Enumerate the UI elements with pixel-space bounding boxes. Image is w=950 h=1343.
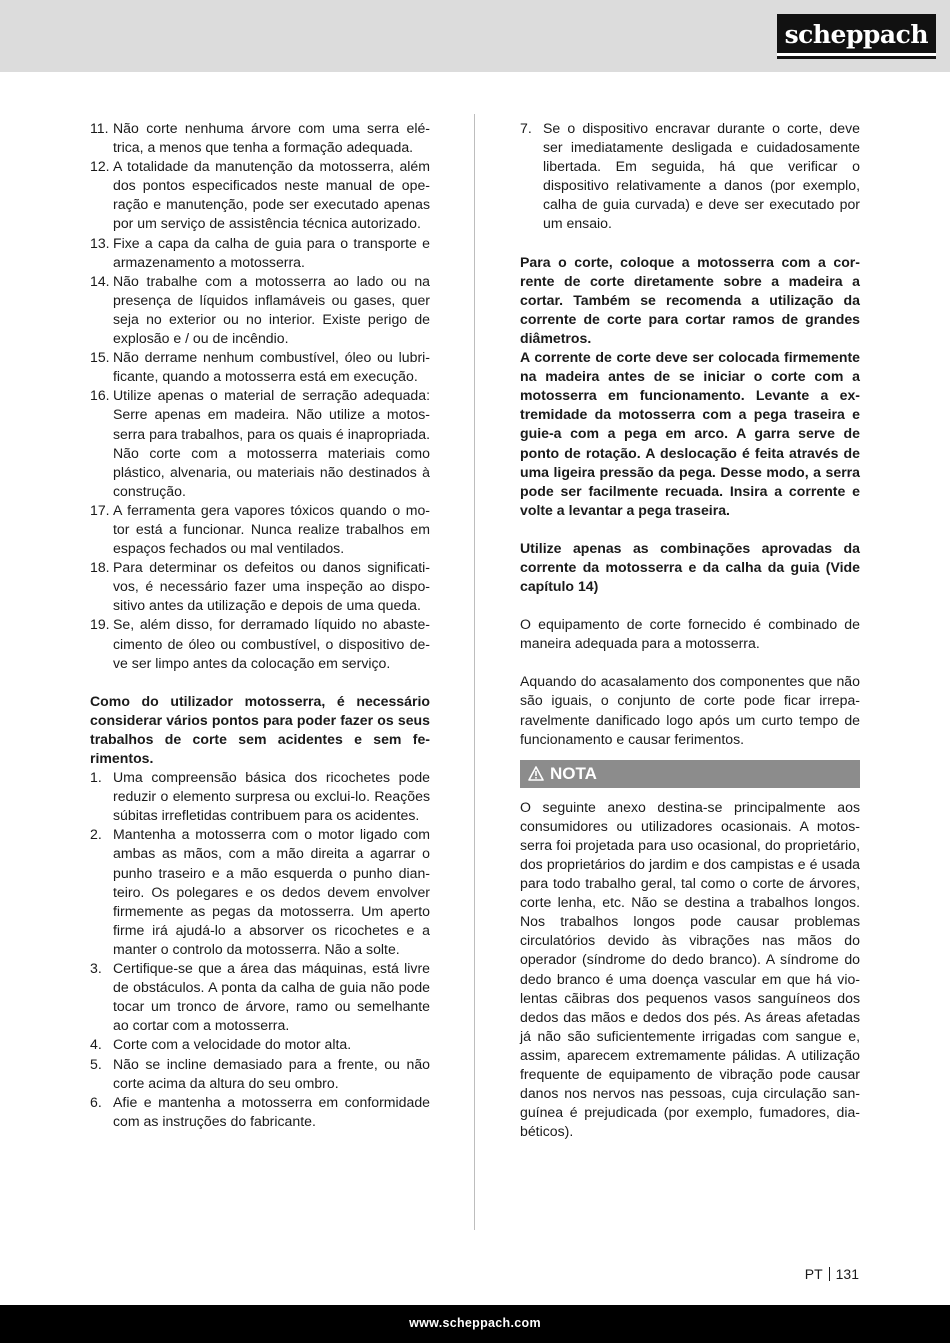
- list-item: 7. Se o dispositivo encravar durante o corte, deve ser imediatamente desligada e cuidadosamente libertada. Em seguida, há que verificar o dispositivo relativamente a danos (por exemplo, calha de guia curvada) e deve ser executado por um ensaio.: [520, 120, 860, 232]
- list-item: 6. Afie e mantenha a motosserra em conformidade com as instruções do fabricante.: [90, 1093, 430, 1129]
- list-item: 19. Se, além disso, for derramado líquido no abastecimento de óleo ou combustível, o dispositivo deve ser limpo antes da colocação em serviço.: [90, 616, 430, 671]
- white-finger-paragraph: O seguinte anexo destina-se principalmente aos consumidores ou utilizadores ocasionais. A motosserra foi projetada para uso ocasional, do proprietário, dos proprietários do jardim e dos campistas e é usada para todo trabalho geral, tal como o corte de árvores, corte lenha, etc. Não se destina a trabalhos longos. Nos trabalhos longos pode causar problemas circulatórios devido às vibrações nas mãos do operador (síndrome do dedo branco). A síndrome do dedo branco é uma doença vascular em que há violentas cãibras dos pequenos vasos sanguíneos dos dedos das mãos e dedos dos pés. As áreas afetadas já não são suficientemente irrigadas com sangue e, assim, aparecem extremamente pálidas. A utilização frequente de equipamento de vibração pode causar danos nos nervos nas pessoas, cuja circulação sanguínea é prejudicada (por exemplo, fumadores, diabéticos).: [520, 798, 860, 1140]
- website-url: www.scheppach.com: [409, 1316, 541, 1330]
- header-bar: [0, 0, 950, 72]
- safety-list-continued: [90, 119, 430, 673]
- bold-intro: Como do utilizador motosserra, é necessário considerar vários pontos para poder fazer os seus trabalhos de corte sem acidentes e sem ferimentos.: [90, 692, 430, 766]
- equipment-paragraph: O equipamento de corte fornecido é combinado de maneira adequada para a motosserra.: [520, 616, 860, 652]
- mismatch-paragraph: Aquando do acasalamento dos componentes que não são iguais, o conjunto de corte pode ficar irreparavelmente danificado logo após um curto tempo de funcionamento e causar ferimentos.: [520, 673, 860, 747]
- footer-bar: [0, 1305, 950, 1343]
- kickback-list: [90, 768, 430, 1131]
- list-item: 11. Não corte nenhuma árvore com uma serra elétrica, a menos que tenha a formação adequada.: [90, 120, 430, 156]
- list-item: 17. A ferramenta gera vapores tóxicos quando o motor está a funcionar. Nunca realize trabalhos em espaços fechados ou mal ventilados.: [90, 501, 430, 557]
- list-item: 18. Para determinar os defeitos ou danos significativos, é necessário fazer uma inspeção ao dispositivo antes da utilização e depois de uma queda.: [90, 559, 430, 614]
- list-item: 15. Não derrame nenhum combustível, óleo ou lubrificante, quando a motosserra está em execução.: [90, 349, 430, 385]
- nota-banner: [520, 760, 860, 788]
- list-item: 4. Corte com a velocidade do motor alta.: [90, 1036, 352, 1053]
- list-item: 5. Não se incline demasiado para a frente, ou não corte acima da altura do seu ombro.: [90, 1055, 430, 1091]
- list-item: 2. Mantenha a motosserra com o motor ligado com ambas as mãos, com a mão direita a agarrar o punho traseiro e a mão esquerda o punho dianteiro. Os polegares e os dedos devem envolver firmemente as pegas da motosserra. Um aperto firme irá ajudá-lo a absorver os ricochetes e a manter o controlo da motosserra. Não a solte.: [90, 826, 430, 957]
- scheppach-logo: scheppach: [777, 14, 936, 56]
- warning-triangle-icon: [528, 766, 544, 781]
- approved-combinations: Utilize apenas as combinações aprovadas da corrente da motosserra e da calha da guia (Vide capítulo 14): [520, 539, 860, 595]
- list-item: 13. Fixe a capa da calha de guia para o transporte e armazenamento a motosserra.: [90, 234, 430, 270]
- page-number: [805, 1265, 859, 1283]
- page-language: PT: [804, 1266, 823, 1282]
- list-item: 16. Utilize apenas o material de serração adequada: Serre apenas em madeira. Não utilize a motosserra para trabalhos, para os quais é inapropriada. Não corte com a motosserra materiais como plástico, alvenaria, ou materiais não destinados à construção.: [90, 387, 430, 499]
- cutting-instructions: Para o corte, coloque a motosserra com a corrente de corte diretamente sobre a madeira a cortar. Também se recomenda a utilização da corrente de corte para cortar ramos de grandes diâmetros.: [520, 253, 860, 346]
- list-item: 1. Uma compreensão básica dos ricochetes pode reduzir o elemento surpresa ou exclui-lo. Reações súbitas irrefletidas contribuem para os acidentes.: [90, 769, 430, 824]
- cutting-technique: A corrente de corte deve ser colocada firmemente na madeira antes de se iniciar o corte com a motosserra em funcionamento. Levante a extremidade da motosserra com a pega traseira e guie-a com a pega em arco. A garra serve de ponto de rotação. A deslocação é feita através de uma ligeira pressão da pega. Desse modo, a serra pode ser facilmente recuada. Insira a corrente e volte a levantar a pega traseira.: [520, 349, 860, 518]
- list-item: 3. Certifique-se que a área das máquinas, está livre de obstáculos. A ponta da calha de guia não pode tocar um tronco de árvore, ramo ou semelhante ao cortar com a motosserra.: [90, 960, 430, 1034]
- list-item: 12. A totalidade da manutenção da motosserra, além dos pontos especificados neste manual de operação e manutenção, pode ser executado apenas por um serviço de assistência técnica autorizado.: [90, 158, 430, 232]
- nota-label: NOTA: [550, 763, 597, 783]
- right-column: [520, 119, 860, 1141]
- kickback-list-continued: [520, 119, 860, 234]
- left-column: [90, 119, 430, 1131]
- column-divider: [474, 114, 475, 1230]
- list-item: 14. Não trabalhe com a motosserra ao lado ou na presença de líquidos inflamáveis ou gases, quer seja no exterior ou no interior. Existe perigo de explosão e / ou de incêndio.: [90, 272, 430, 347]
- page-num: 131: [835, 1266, 859, 1282]
